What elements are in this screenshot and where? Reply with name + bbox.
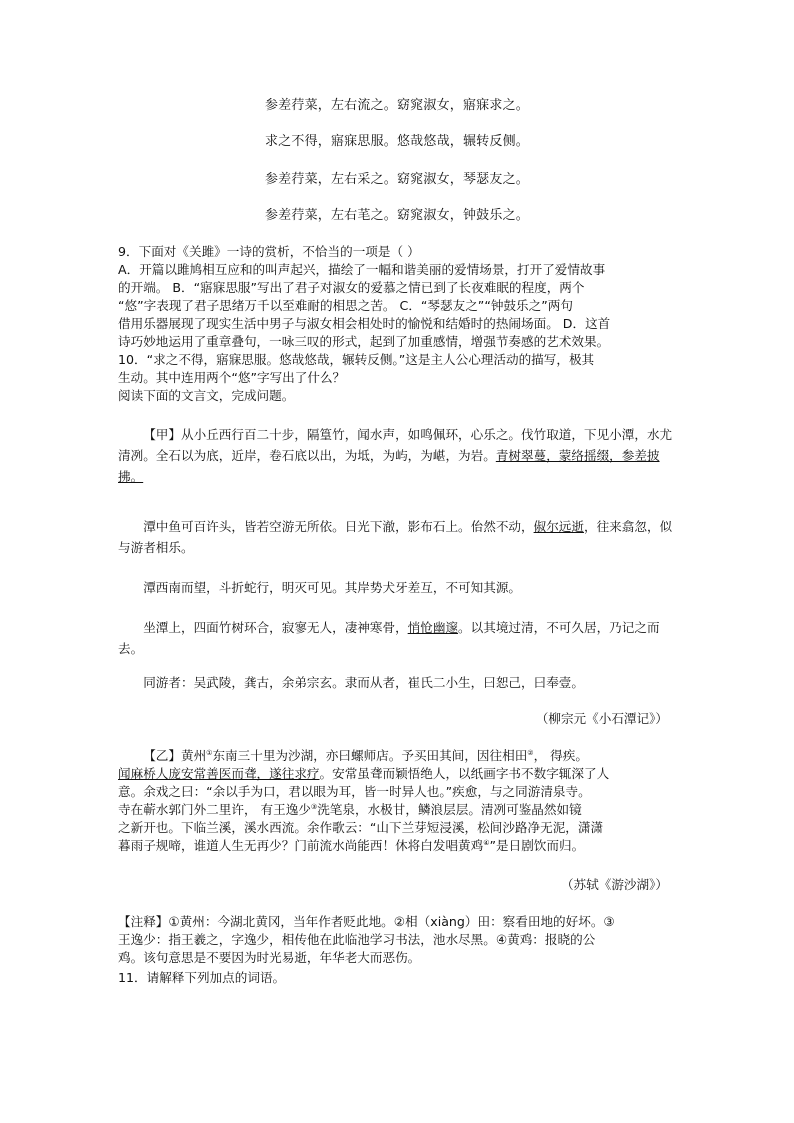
- passage-line: [118, 747, 678, 765]
- passage-jia-paragraph-5: 同游者：吴武陵，龚古，余弟宗玄。隶而从者，崔氏二小生，曰恕己，曰奉壹。: [143, 675, 584, 690]
- question-stem: 9．下面对《关雎》一诗的赏析，不恰当的一项是（ ）: [118, 244, 420, 259]
- passage-line: 之新开也。下临兰溪，溪水西流。余作歌云：“山下兰芽短浸溪，松间沙路净无泥，潇潇: [118, 820, 604, 835]
- passage-line: 意。余戏之曰：“余以手为口，君以眼为耳，皆一时异人也。”疾愈，与之同游清泉寺。: [118, 784, 591, 799]
- option-line: “悠”字表现了君子思绪万千以至难耐的相思之苦。 C．“琴瑟友之”“钟鼓乐之”两句: [118, 298, 573, 313]
- passage-text: 。以其境过清，不可久居，乃记之而去。: [118, 620, 660, 656]
- passage-text: 【乙】黄州: [143, 748, 207, 763]
- source-citation-yi: （苏轼《游沙湖》）: [560, 877, 668, 892]
- annotation-notes: [118, 913, 678, 967]
- passage-text: 暮雨子规啼，谁道人生无再少？门前流水尚能西！休将白发唱黄鸡: [118, 838, 484, 853]
- question-10: [118, 351, 678, 405]
- underlined-phrase: 俶尔远逝: [533, 519, 584, 534]
- footnote-marker: ①: [206, 748, 213, 757]
- source-citation-jia: （柳宗元《小石潭记》）: [535, 711, 668, 726]
- question-line: 10．“求之不得，寤寐思服。悠哉悠哉，辗转反侧。”这是主人公心理活动的描写，极其: [118, 352, 595, 367]
- passage-text: ， 得疾。: [533, 748, 588, 763]
- question-11: 11．请解释下列加点的词语。: [118, 970, 286, 985]
- passage-text: 坐潭上，四面竹树环合，寂寥无人，凄神寒骨，: [143, 620, 408, 635]
- note-line: 鸡。该句意思是不要因为时光易逝，年华老大而恶伤。: [118, 950, 421, 965]
- passage-text: 东南三十里为沙湖，亦曰螺师店。予买田其间，因往相田: [212, 748, 528, 763]
- passage-jia-paragraph-2: [118, 516, 678, 558]
- passage-text: 潭中鱼可百许头，皆若空游无所依。日光下澈，影布石上。佁然不动，: [143, 519, 534, 534]
- reading-intro: 阅读下面的文言文，完成问题。: [118, 388, 295, 403]
- note-line: 王逸少：指王羲之，字逸少，相传他在此临池学习书法，池水尽黑。④黄鸡：报晓的公: [118, 932, 596, 947]
- option-line: 的开端。 B．“寤寐思服”写出了君子对淑女的爱慕之情已到了长夜难眠的程度，两个: [118, 280, 585, 295]
- note-line: 【注释】①黄州：今湖北黄冈，当年作者贬此地。②相（xiàng）田：察看田地的好坏。③: [118, 914, 615, 929]
- passage-line: [118, 801, 678, 819]
- poem-line: 求之不得，寤寐思服。悠哉悠哉，辗转反侧。: [264, 134, 529, 149]
- question-line: 生动。其中连用两个“悠”字写出了什么？: [118, 370, 346, 385]
- passage-text: ，往来翕忽，似与游者相乐。: [118, 519, 673, 555]
- underlined-phrase: 闻麻桥人庞安常善医而聋，遂往求疗: [118, 766, 320, 781]
- poem-line: 参差荇菜，左右芼之。窈窕淑女，钟鼓乐之。: [264, 208, 529, 223]
- passage-yi: [118, 747, 678, 855]
- question-9: [118, 243, 678, 351]
- footnote-marker: ④: [483, 838, 490, 847]
- option-line: 诗巧妙地运用了重章叠句，一咏三叹的形式，起到了加重感情，增强节奏感的艺术效果。: [118, 334, 610, 349]
- footnote-marker: ②: [527, 748, 534, 757]
- passage-text: 寺在蕲水郭门外二里许， 有王逸少: [118, 802, 311, 817]
- footnote-marker: ③: [310, 802, 318, 811]
- poem-line: 参差荇菜，左右流之。窈窕淑女，寤寐求之。: [264, 98, 529, 113]
- underlined-phrase: 悄怆幽邃: [407, 620, 459, 635]
- passage-text: 。安常虽聋而颖悟绝人，以纸画字书不数字辄深了人: [319, 766, 610, 781]
- passage-text: ”是日剧饮而归。: [489, 838, 585, 853]
- passage-text: 洗笔泉，水极甘，鳞浪层层。清冽可鉴晶然如镜: [317, 802, 582, 817]
- poem-line: 参差荇菜，左右采之。窈窕淑女，琴瑟友之。: [264, 172, 529, 187]
- option-line: 借用乐器展现了现实生活中男子与淑女相会相处时的愉悦和结婚时的热闹场面。 D．这首: [118, 316, 611, 331]
- passage-line: [118, 837, 678, 855]
- passage-text: 【甲】从小丘西行百二十步，隔篁竹，闻水声，如鸣佩环，心乐之。伐竹取道，下见小潭，水尤清冽。全石以为底，近岸，卷石底以出，为坻，为屿，为嵁，为岩。: [118, 427, 673, 463]
- passage-jia-paragraph-1: [118, 424, 678, 487]
- passage-line: [118, 765, 678, 783]
- underlined-phrase: 青树翠蔓，蒙络摇缀，参差披拂。: [118, 448, 660, 484]
- passage-jia-paragraph-3: 潭西南而望，斗折蛇行，明灭可见。其岸势犬牙差互，不可知其源。: [143, 580, 521, 595]
- passage-jia-paragraph-4: [118, 617, 678, 659]
- option-line: A．开篇以雎鸠相互应和的叫声起兴，描绘了一幅和谐美丽的爱情场景，打开了爱情故事: [118, 262, 606, 277]
